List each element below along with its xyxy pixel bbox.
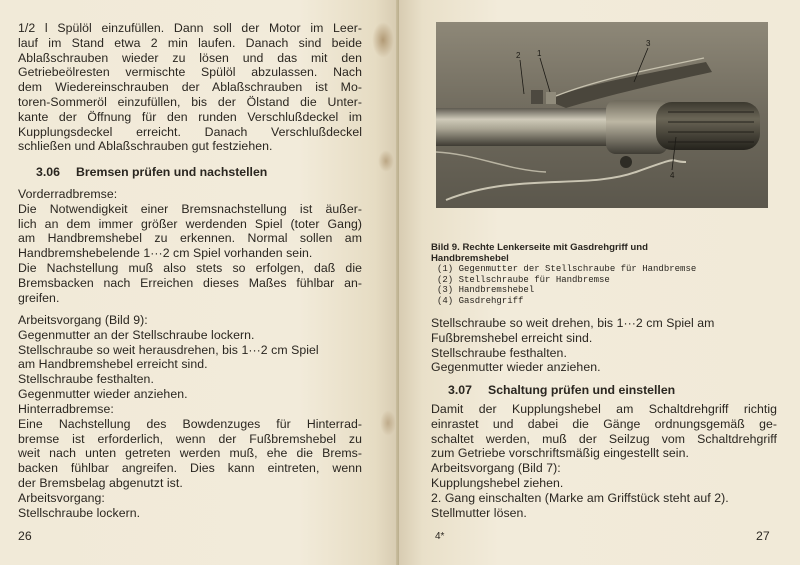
text-line: (3) Handbremshebel bbox=[437, 285, 535, 295]
text-line: am Handbremshebel erreicht sind. bbox=[18, 357, 208, 372]
text-line: Getriebeölresten vermischte Spülöl abzulassen. Nach bbox=[18, 65, 362, 80]
text-line: Gegenmutter wieder anziehen. bbox=[18, 386, 188, 401]
text-line: Eine Nachstellung des Bowdenzuges für Hinterrad- bbox=[18, 416, 362, 431]
text-line: Stellschraube so weit drehen, bis 1···2 cm Spiel am bbox=[431, 316, 715, 330]
text-line: einrastet und dabei die Gänge ordnungsgemäß ge- bbox=[431, 416, 777, 431]
stain-mark bbox=[378, 150, 394, 172]
text-line: der Bremsbelag abgenutzt ist. bbox=[18, 475, 183, 490]
stain-mark bbox=[380, 410, 396, 436]
text-line: Fußbremshebel erreicht sind. bbox=[431, 330, 593, 345]
page-number-left: 26 bbox=[18, 529, 32, 543]
left-page bbox=[0, 0, 399, 565]
handlebar-photo-illustration bbox=[436, 22, 768, 208]
text-line: Hinterradbremse: bbox=[18, 402, 114, 416]
figure-caption bbox=[431, 242, 761, 306]
text-line: lauf im Stand etwa 2 min laufen. Danach sind beide bbox=[18, 35, 362, 50]
right-paragraph-foot-brake bbox=[431, 316, 777, 375]
text-line: Handbremshebelende 1···2 cm Spiel vorhanden sein. bbox=[18, 246, 313, 261]
section-number: 3.06 bbox=[36, 165, 60, 179]
text-line: Gegenmutter an der Stellschraube lockern. bbox=[18, 327, 255, 342]
text-line: kante der Öffnung für den runden Verschlußdeckel im bbox=[18, 109, 362, 124]
stain-mark bbox=[372, 22, 394, 58]
right-paragraph-gearshift bbox=[431, 402, 777, 520]
text-line: (1) Gegenmutter der Stellschraube für Handbremse bbox=[437, 264, 697, 274]
text-line: Die Nachstellung muß also stets so erfolgen, daß die bbox=[18, 260, 362, 275]
text-line: Stellmutter lösen. bbox=[431, 505, 527, 520]
left-paragraph-rear-brake bbox=[18, 402, 362, 520]
section-title: Schaltung prüfen und einstellen bbox=[488, 383, 676, 397]
caption-legend bbox=[437, 264, 761, 306]
left-steps-front-brake bbox=[18, 313, 362, 402]
text-line: schließen und Ablaßschrauben gut festziehen. bbox=[18, 139, 273, 154]
figure-photo-handlebar bbox=[436, 22, 768, 208]
caption-title: Bild 9. Rechte Lenkerseite mit Gasdrehgriff und Handbremshebel bbox=[431, 242, 648, 264]
text-line: (2) Stellschraube für Handbremse bbox=[437, 274, 610, 285]
text-line: backen fühlbar angreifen. Dies kann eintreten, wenn bbox=[18, 461, 362, 476]
text-line: (4) Gasdrehgriff bbox=[437, 295, 524, 306]
left-paragraph-oil bbox=[18, 21, 362, 154]
right-page bbox=[399, 0, 800, 565]
text-line: 2. Gang einschalten (Marke am Griffstück steht auf 2). bbox=[431, 490, 729, 505]
text-line: Arbeitsvorgang: bbox=[18, 490, 105, 505]
text-line: Damit der Kupplungshebel am Schaltdrehgriff richtig bbox=[431, 402, 777, 416]
text-line: Arbeitsvorgang (Bild 7): bbox=[431, 461, 561, 476]
text-line: Kupplungshebel ziehen. bbox=[431, 475, 564, 490]
text-line: greifen. bbox=[18, 290, 60, 305]
text-line: Stellschraube lockern. bbox=[18, 505, 141, 520]
callout-4: 4 bbox=[670, 171, 675, 180]
text-line: am Handbremshebel zu erkennen. Normal sollen am bbox=[18, 231, 362, 246]
text-line: Stellschraube festhalten. bbox=[431, 345, 567, 360]
text-line: Vorderradbremse: bbox=[18, 187, 118, 201]
callout-3: 3 bbox=[646, 39, 651, 48]
signature-mark: 4* bbox=[435, 531, 445, 542]
text-line: Ablaßschrauben wieder zu lösen und das mit den bbox=[18, 50, 362, 65]
text-line: lich an dem immer größer werdenden Spiel (toter Gang) bbox=[18, 216, 362, 231]
text-line: dem Wiedereinschrauben der Ablaßschrauben ist Mo- bbox=[18, 80, 362, 95]
text-line: Bremsbacken nach Erreichen dieses Maßes fühlbar an- bbox=[18, 275, 362, 290]
section-heading-3-06 bbox=[36, 165, 267, 179]
text-line: Kupplungsdeckel erreicht. Danach Verschlußdeckel bbox=[18, 124, 362, 139]
text-line: toren-Sommeröl einzufüllen, bis der Ölstand die Unter- bbox=[18, 94, 362, 109]
text-line: 1/2 l Spülöl einzufüllen. Dann soll der Motor im Leer- bbox=[18, 21, 362, 35]
callout-2: 2 bbox=[516, 51, 521, 60]
text-line: bremse ist erforderlich, wenn der Fußbremshebel zu bbox=[18, 431, 362, 446]
section-number: 3.07 bbox=[448, 383, 472, 397]
callout-1: 1 bbox=[537, 49, 542, 58]
text-line: Stellschraube festhalten. bbox=[18, 372, 154, 387]
section-title: Bremsen prüfen und nachstellen bbox=[76, 165, 268, 179]
text-line: Gegenmutter wieder anziehen. bbox=[431, 360, 601, 375]
text-line: weit nach unten getreten werden muß, ehe die Brems- bbox=[18, 446, 362, 461]
text-line: Die Notwendigkeit einer Bremsnachstellung ist äußer- bbox=[18, 201, 362, 216]
section-heading-3-07 bbox=[448, 383, 675, 397]
left-paragraph-front-brake bbox=[18, 187, 362, 305]
page-number-right: 27 bbox=[756, 529, 770, 543]
text-line: Stellschraube so weit herausdrehen, bis 1···2 cm Spiel bbox=[18, 342, 319, 357]
text-line: Arbeitsvorgang (Bild 9): bbox=[18, 313, 148, 327]
text-line: zum Getriebe vorschriftsmäßig eingestellt sein. bbox=[431, 446, 689, 461]
text-line: schaltet werden, muß der Seilzug vom Schaltdrehgriff bbox=[431, 431, 777, 446]
